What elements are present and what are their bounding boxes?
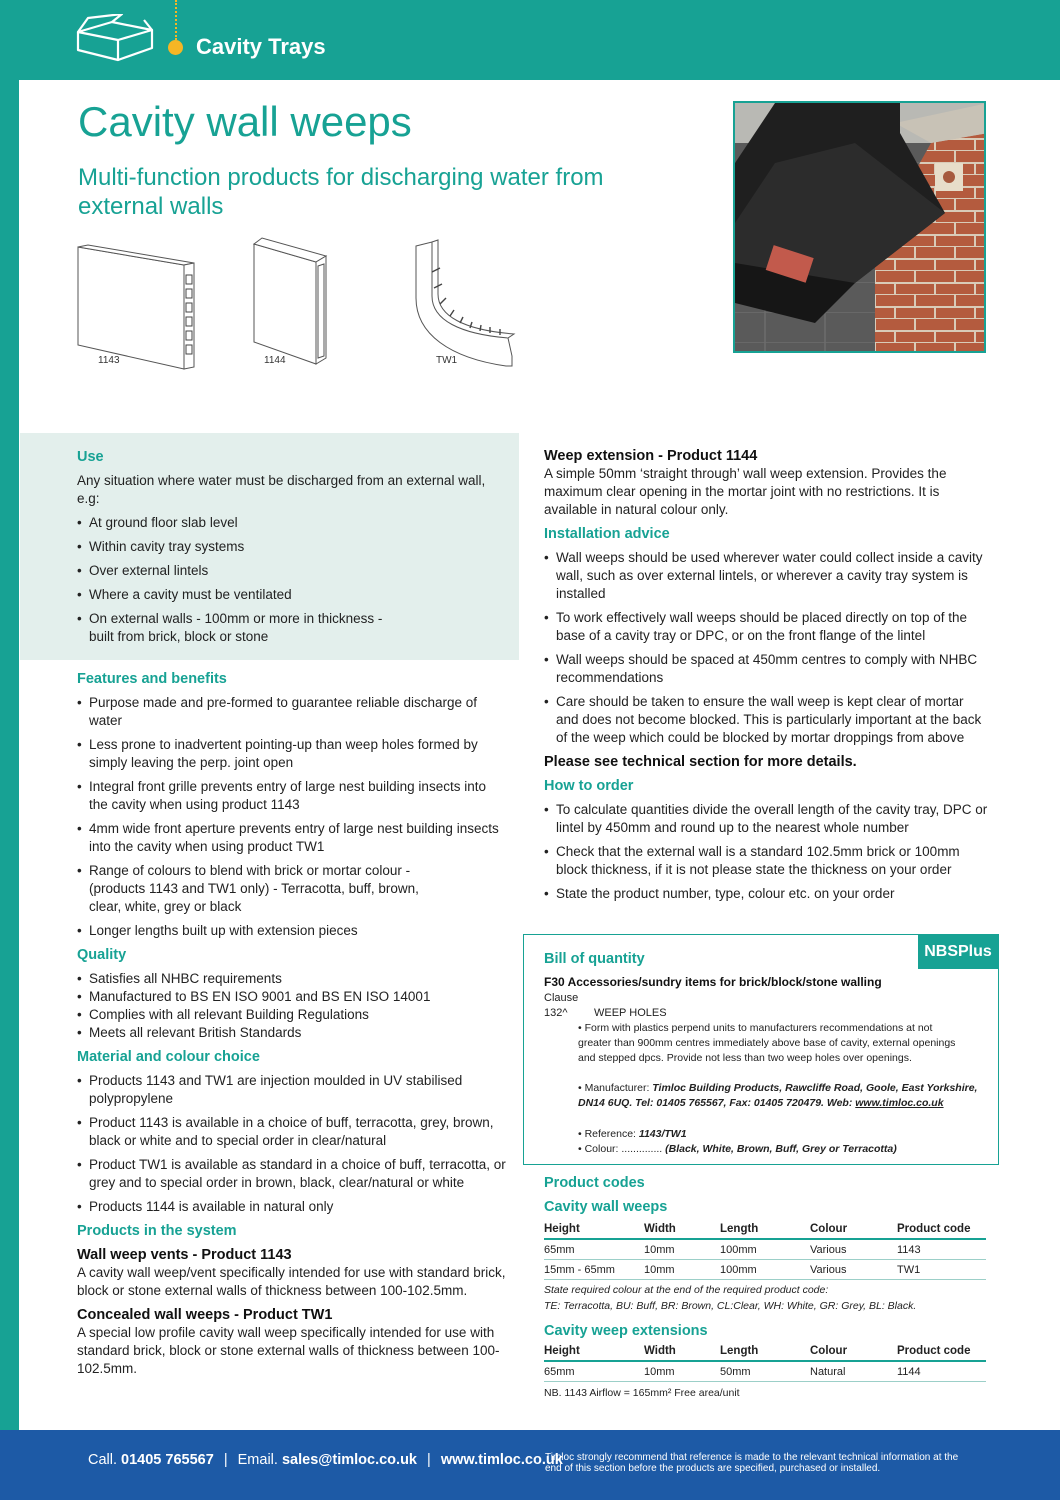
table-cell: Natural bbox=[810, 1361, 897, 1382]
table-header-row bbox=[544, 1218, 986, 1239]
boq-clause-title: WEEP HOLES bbox=[594, 1007, 667, 1019]
table-cell: TW1 bbox=[897, 1260, 986, 1280]
left-strip bbox=[0, 80, 19, 1430]
column-header: Colour bbox=[810, 1218, 897, 1239]
table-cell: 10mm bbox=[644, 1239, 720, 1260]
list-item: • Check that the external wall is a standard 102.5mm brick or 100mm block thickness, if it is not please state the thickness on your order bbox=[544, 843, 989, 879]
list-item: • Care should be taken to ensure the wall weep is kept clear of mortar and does not become blocked. This is particularly important at the back of the weep which could be blocked by mortar droppings from above bbox=[544, 693, 989, 747]
list-item: • Complies with all relevant Building Regulations bbox=[77, 1006, 507, 1024]
use-section bbox=[77, 448, 507, 652]
list-item: • Wall weeps should be used wherever water could collect inside a cavity wall, such as over external lintels, or wherever a cavity tray system is installed bbox=[544, 549, 989, 603]
table-row bbox=[544, 1239, 986, 1260]
product-1143-heading: Wall weep vents - Product 1143 bbox=[77, 1247, 292, 1263]
list-item: • Less prone to inadvertent pointing-up than weep holes formed by simply leaving the perp. joint open bbox=[77, 736, 507, 772]
weeps-table bbox=[544, 1218, 986, 1280]
column-header: Product code bbox=[897, 1340, 986, 1361]
list-item: • Meets all relevant British Standards bbox=[77, 1024, 507, 1042]
order-heading: How to order bbox=[544, 778, 634, 794]
footer-bar bbox=[0, 1430, 1060, 1500]
column-header: Length bbox=[720, 1340, 810, 1361]
header-dot-icon bbox=[168, 40, 183, 55]
product-codes bbox=[544, 1174, 989, 1402]
installation-photo bbox=[733, 101, 986, 353]
list-item: • To calculate quantities divide the overall length of the cavity tray, DPC or lintel by 450mm and round up to the nearest whole number bbox=[544, 801, 989, 837]
quality-heading: Quality bbox=[77, 947, 127, 963]
quality-list bbox=[77, 970, 507, 1042]
table-cell: 15mm - 65mm bbox=[544, 1260, 644, 1280]
install-list bbox=[544, 549, 989, 747]
list-item: • Where a cavity must be ventilated bbox=[77, 586, 507, 604]
list-item: • Range of colours to blend with brick or mortar colour - (products 1143 and TW1 only) - Terracotta, buff, brown, clear, white, grey or black bbox=[77, 862, 447, 916]
table-cell: 1143 bbox=[897, 1239, 986, 1260]
list-item: • Integral front grille prevents entry of large nest building insects into the cavity when using product 1143 bbox=[77, 778, 507, 814]
list-item: • Over external lintels bbox=[77, 562, 507, 580]
system-heading: Products in the system bbox=[77, 1223, 237, 1239]
use-list bbox=[77, 514, 507, 646]
product-1143-text: A cavity wall weep/vent specifically intended for use with standard brick, block or stone external walls of thickness between 100-102.5mm. bbox=[77, 1265, 506, 1298]
use-heading: Use bbox=[77, 449, 104, 465]
material-heading: Material and colour choice bbox=[77, 1049, 260, 1065]
table-cell: 100mm bbox=[720, 1260, 810, 1280]
product-tw1-drawing bbox=[410, 238, 522, 368]
order-list bbox=[544, 801, 989, 903]
column-header: Colour bbox=[810, 1340, 897, 1361]
boq-form-text: • Form with plastics perpend units to manufacturers recommendations at not greater than 900mm centres immediately above base of cavity, external openings and stepped dpcs. Provide not less than two weep holes over openings. bbox=[578, 1022, 956, 1064]
install-heading: Installation advice bbox=[544, 526, 670, 542]
list-item: • Wall weeps should be spaced at 450mm centres to comply with NHBC recommendations bbox=[544, 651, 989, 687]
boq-reference bbox=[578, 1127, 687, 1142]
list-item: • On external walls - 100mm or more in thickness - built from brick, block or stone bbox=[77, 610, 407, 646]
product-label: TW1 bbox=[436, 355, 458, 366]
boq-colour-value: (Black, White, Brown, Buff, Grey or Terracotta) bbox=[665, 1143, 897, 1155]
product-1144-drawing bbox=[250, 236, 336, 366]
right-column bbox=[544, 447, 989, 909]
boq-reference-label: • Reference: bbox=[578, 1128, 636, 1140]
list-item: • 4mm wide front aperture prevents entry of large nest building insects into the cavity when using product TW1 bbox=[77, 820, 507, 856]
extensions-table bbox=[544, 1340, 986, 1382]
page-subtitle: Multi-function products for discharging water from external walls bbox=[78, 164, 604, 220]
table-cell: 65mm bbox=[544, 1239, 644, 1260]
boq-f30: F30 Accessories/sundry items for brick/block/stone walling bbox=[544, 975, 882, 989]
table-row bbox=[544, 1361, 986, 1382]
call-label: Call. bbox=[88, 1452, 118, 1468]
footer-contact bbox=[88, 1452, 563, 1468]
boq-manufacturer bbox=[578, 1081, 978, 1111]
list-item: • At ground floor slab level bbox=[77, 514, 507, 532]
column-header: Height bbox=[544, 1218, 644, 1239]
section-brand: Cavity Trays bbox=[196, 34, 326, 59]
list-item: • Product 1143 is available in a choice of buff, terracotta, grey, brown, black or white and to special order in clear/natural bbox=[77, 1114, 507, 1150]
boq-web-link[interactable]: www.timloc.co.uk bbox=[855, 1097, 944, 1109]
features-heading: Features and benefits bbox=[77, 671, 227, 687]
extensions-table-heading: Cavity weep extensions bbox=[544, 1323, 708, 1339]
boq-colour-label: • Colour: .............. bbox=[578, 1143, 663, 1155]
boq-manufacturer-value: Timloc Building Products, Rawcliffe Road, Goole, East Yorkshire, DN14 6UQ. Tel: 01405 765567, Fax: 01405 720479. Web: bbox=[578, 1082, 978, 1109]
phone-link[interactable]: 01405 765567 bbox=[121, 1452, 214, 1468]
product-1143-drawing bbox=[76, 243, 200, 371]
list-item: • Products 1143 and TW1 are injection moulded in UV stabilised polypropylene bbox=[77, 1072, 507, 1108]
column-header: Product code bbox=[897, 1218, 986, 1239]
boq-clause-number: 132^ bbox=[544, 1007, 568, 1019]
column-header: Width bbox=[644, 1218, 720, 1239]
product-tw1-text: A special low profile cavity wall weep specifically intended for use with standard brick, block or stone external walls of thickness between 100-102.5mm. bbox=[77, 1325, 500, 1376]
list-item: • State the product number, type, colour etc. on your order bbox=[544, 885, 989, 903]
header-bar bbox=[0, 0, 1060, 80]
nbs-plus-logo: NBSPlus bbox=[918, 935, 998, 969]
table-cell: Various bbox=[810, 1260, 897, 1280]
table-cell: 100mm bbox=[720, 1239, 810, 1260]
colour-note: State required colour at the end of the required product code: bbox=[544, 1284, 829, 1296]
table-cell: 1144 bbox=[897, 1361, 986, 1382]
table-cell: 10mm bbox=[644, 1361, 720, 1382]
separator: | bbox=[223, 1452, 228, 1468]
table-row bbox=[544, 1260, 986, 1280]
weeps-table-heading: Cavity wall weeps bbox=[544, 1199, 668, 1215]
header-dotted-line bbox=[175, 0, 177, 40]
codes-heading: Product codes bbox=[544, 1175, 645, 1191]
table-header-row bbox=[544, 1340, 986, 1361]
material-list bbox=[77, 1072, 507, 1216]
list-item: • Product TW1 is available as standard in a choice of buff, terracotta, or grey and to special order in brown, black, clear/natural or white bbox=[77, 1156, 507, 1192]
boq-manufacturer-label: • Manufacturer: bbox=[578, 1082, 650, 1094]
extension-heading: Weep extension - Product 1144 bbox=[544, 448, 758, 464]
product-tw1-heading: Concealed wall weeps - Product TW1 bbox=[77, 1307, 333, 1323]
website-link[interactable]: www.timloc.co.uk bbox=[440, 1452, 563, 1468]
product-label: 1143 bbox=[98, 355, 120, 366]
list-item: • Products 1144 is available in natural only bbox=[77, 1198, 507, 1216]
product-label: 1144 bbox=[264, 355, 286, 366]
column-header: Length bbox=[720, 1218, 810, 1239]
colour-key: TE: Terracotta, BU: Buff, BR: Brown, CL:Clear, WH: White, GR: Grey, BL: Black. bbox=[544, 1300, 917, 1312]
email-link[interactable]: sales@timloc.co.uk bbox=[281, 1452, 417, 1468]
list-item: • Manufactured to BS EN ISO 9001 and BS EN ISO 14001 bbox=[77, 988, 507, 1006]
boq-heading: Bill of quantity bbox=[544, 951, 645, 967]
left-column bbox=[77, 670, 507, 1378]
bill-of-quantity-box bbox=[523, 934, 999, 1165]
table-cell: 65mm bbox=[544, 1361, 644, 1382]
boq-reference-value: 1143/TW1 bbox=[638, 1128, 687, 1140]
list-item: • Within cavity tray systems bbox=[77, 538, 507, 556]
footer-note: Timloc strongly recommend that reference is made to the relevant technical information at the end of this section before the products are specified, purchased or installed. bbox=[545, 1452, 959, 1474]
list-item: • To work effectively wall weeps should be placed directly on top of the base of a cavity tray or DPC, or on the front flange of the lintel bbox=[544, 609, 989, 645]
box-logo-icon bbox=[74, 14, 156, 64]
list-item: • Purpose made and pre-formed to guarantee reliable discharge of water bbox=[77, 694, 507, 730]
extension-text: A simple 50mm ‘straight through’ wall weep extension. Provides the maximum clear opening in the mortar joint with no restrictions. It is available in natural colour only. bbox=[544, 466, 947, 517]
features-list bbox=[77, 694, 507, 940]
column-header: Height bbox=[544, 1340, 644, 1361]
table-cell: 50mm bbox=[720, 1361, 810, 1382]
column-header: Width bbox=[644, 1340, 720, 1361]
email-label: Email. bbox=[237, 1452, 278, 1468]
table-cell: 10mm bbox=[644, 1260, 720, 1280]
boq-clause-label: Clause bbox=[544, 992, 579, 1004]
table-cell: Various bbox=[810, 1239, 897, 1260]
list-item: • Satisfies all NHBC requirements bbox=[77, 970, 507, 988]
page-title: Cavity wall weeps bbox=[78, 98, 412, 145]
airflow-note: NB. 1143 Airflow = 165mm² Free area/unit bbox=[544, 1387, 740, 1399]
use-intro: Any situation where water must be discharged from an external wall, e.g: bbox=[77, 473, 486, 506]
boq-colour bbox=[578, 1142, 897, 1157]
install-note: Please see technical section for more details. bbox=[544, 754, 857, 770]
separator: | bbox=[427, 1452, 431, 1468]
list-item: • Longer lengths built up with extension pieces bbox=[77, 922, 507, 940]
